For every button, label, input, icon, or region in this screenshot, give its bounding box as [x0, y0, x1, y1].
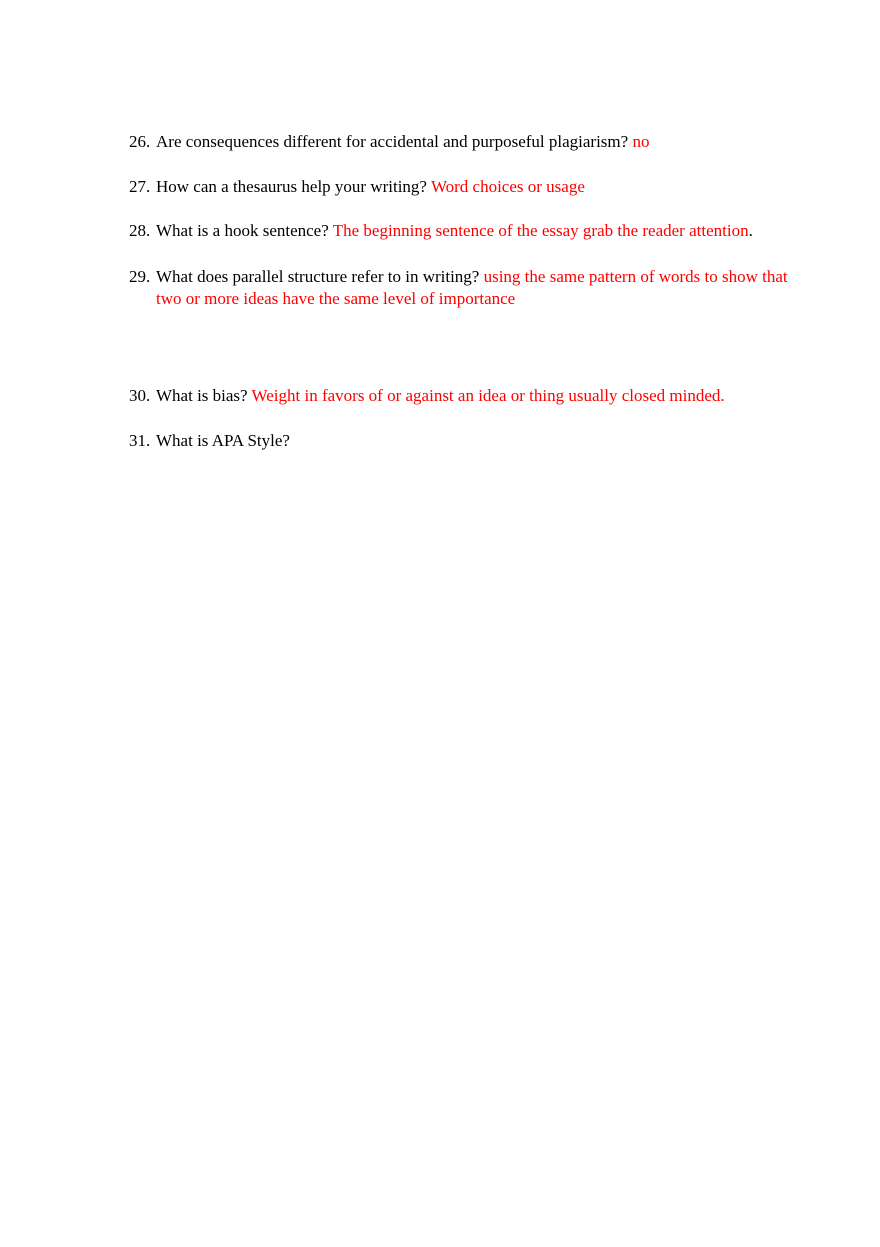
- question-26: [129, 131, 789, 153]
- answer-text: The beginning sentence of the essay grab the reader attention: [332, 221, 749, 240]
- question-text: What is bias?: [156, 386, 248, 405]
- question-text: What does parallel structure refer to in writing?: [156, 267, 480, 286]
- trailing-punctuation: .: [748, 221, 753, 240]
- question-number: 29.: [129, 267, 151, 286]
- question-28: [129, 220, 789, 242]
- question-31: [129, 430, 789, 452]
- question-body: [156, 385, 789, 407]
- question-number: 26.: [129, 132, 151, 151]
- answer-text: using the same pattern of words to show that two or more ideas have the same level of importance: [156, 267, 788, 308]
- question-text: How can a thesaurus help your writing?: [156, 177, 427, 196]
- answer-text: Weight in favors of or against an idea or thing usually closed minded.: [251, 386, 725, 405]
- question-27: [129, 176, 789, 198]
- question-body: [156, 220, 789, 242]
- answer-text: Word choices or usage: [430, 177, 585, 196]
- question-text: What is a hook sentence?: [156, 221, 329, 240]
- question-body: [156, 266, 789, 310]
- question-29: [129, 266, 789, 310]
- question-number: 30.: [129, 386, 151, 405]
- question-number: 27.: [129, 177, 151, 196]
- question-body: [156, 131, 789, 153]
- question-body: [156, 430, 789, 452]
- question-text: Are consequences different for accidental and purposeful plagiarism?: [156, 132, 629, 151]
- question-body: [156, 176, 789, 198]
- question-number: 31.: [129, 431, 151, 450]
- question-30: [129, 385, 789, 407]
- answer-text: no: [632, 132, 650, 151]
- question-number: 28.: [129, 221, 151, 240]
- question-text: What is APA Style?: [156, 431, 290, 450]
